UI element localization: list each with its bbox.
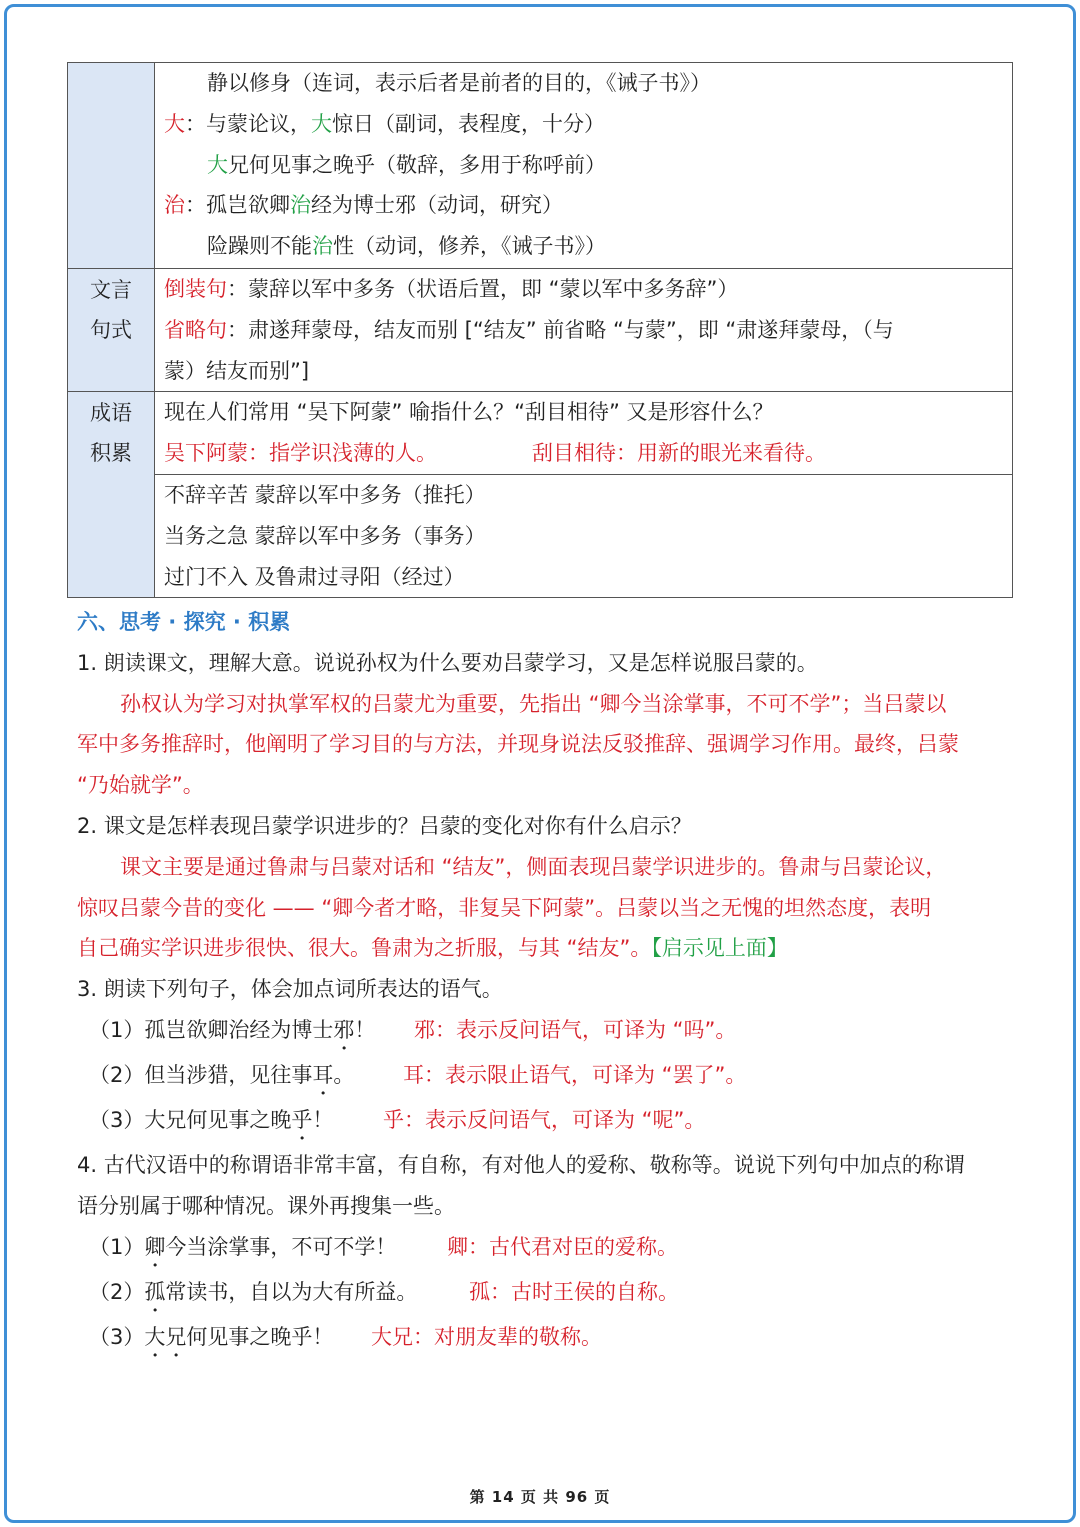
answer-1-line-2: 军中多务推辞时，他阐明了学习目的与方法，并现身说法反驳推辞、强调学习作用。最终，吕蒙 bbox=[77, 732, 959, 757]
idiom-items-cell bbox=[155, 474, 1013, 597]
item-text: 常读书，自以为大有所益。 bbox=[165, 1279, 418, 1304]
item-punct: ！ bbox=[312, 1107, 334, 1132]
item-punct: ！ bbox=[354, 1017, 376, 1042]
highlight-zhi: 治 bbox=[312, 234, 333, 259]
q4-item-3 bbox=[77, 1317, 1007, 1362]
highlight-da: 大 bbox=[207, 152, 228, 177]
inverted-text: ：蒙辞以军中多务（状语后置，即 “蒙以军中多务辞”） bbox=[227, 277, 739, 301]
q3-item-2 bbox=[77, 1055, 1007, 1100]
item-text: 何见事之晚乎！ bbox=[186, 1324, 334, 1349]
line-da-1 bbox=[164, 104, 1004, 145]
label-line-1: 成语 bbox=[90, 401, 132, 426]
row-label-sentence bbox=[68, 269, 155, 392]
words-cell bbox=[155, 63, 1013, 269]
item-punct: 。 bbox=[333, 1062, 355, 1087]
idiom-item: 不辞辛苦 蒙辞以军中多务（推托） bbox=[164, 482, 486, 507]
highlight-da: 大 bbox=[311, 111, 332, 136]
sentence-cell bbox=[155, 269, 1013, 392]
item-answer: 耳：表示限止语气，可译为 “罢了”。 bbox=[403, 1062, 747, 1087]
line-da-2 bbox=[164, 145, 1004, 186]
notes-table bbox=[67, 62, 1013, 598]
dotted-word: 大兄 bbox=[144, 1324, 187, 1349]
head-inverted: 倒装句 bbox=[164, 277, 227, 301]
item-answer: 大兄：对朋友辈的敬称。 bbox=[371, 1324, 602, 1349]
row-label-idiom bbox=[68, 392, 155, 598]
text-post: 性（动词，修养，《诫子书》） bbox=[333, 234, 606, 259]
line-ellipsis-2: 蒙）结友而别”] bbox=[164, 358, 310, 383]
question-4-line-1: 4. 古代汉语中的称谓语非常丰富，有自称，有对他人的爱称、敬称等。说说下列句中加点的称谓 bbox=[77, 1152, 965, 1177]
item-answer: 孤：古时王侯的自称。 bbox=[469, 1279, 679, 1304]
table-row-sentence bbox=[68, 269, 1013, 392]
question-2: 2. 课文是怎样表现吕蒙学识进步的？吕蒙的变化对你有什么启示？ bbox=[77, 813, 692, 838]
exercise-section bbox=[77, 602, 1007, 1362]
q4-item-1 bbox=[77, 1227, 1007, 1272]
ellipsis-text: ：肃遂拜蒙母，结友而别 [“结友” 前省略 “与蒙”，即 “肃遂拜蒙母，（与 bbox=[227, 317, 894, 342]
table-row-words bbox=[68, 63, 1013, 269]
dotted-word: 孤 bbox=[144, 1279, 166, 1304]
head-ellipsis: 省略句 bbox=[164, 317, 227, 342]
text-pre: 孤岂欲卿 bbox=[206, 193, 290, 218]
item-text: 今当涂掌事，不可不学！ bbox=[165, 1234, 397, 1259]
section-heading: 六、思考 · 探究 · 积累 bbox=[77, 610, 291, 634]
answer-2-line-2: 惊叹吕蒙今昔的变化 —— “卿今者才略，非复吴下阿蒙”。吕蒙以当之无愧的坦然态度，表明 bbox=[77, 895, 932, 920]
item-num: （2） bbox=[89, 1279, 145, 1304]
answer-1-line-1: 孙权认为学习对执掌军权的吕蒙尤为重要，先指出 “卿今当涂掌事，不可不学”；当吕蒙以 bbox=[120, 691, 947, 716]
head-da: 大 bbox=[164, 111, 185, 136]
text-post: 兄何见事之晚乎（敬辞，多用于称呼前） bbox=[228, 152, 606, 177]
item-answer: 卿：古代君对臣的爱称。 bbox=[447, 1234, 678, 1259]
question-4-line-2: 语分别属于哪种情况。课外再搜集一些。 bbox=[77, 1193, 455, 1218]
q3-item-3 bbox=[77, 1100, 1007, 1145]
line-ellipsis bbox=[164, 310, 1004, 351]
idiom-item: 当务之急 蒙辞以军中多务（事务） bbox=[164, 523, 486, 548]
idiom-item: 过门不入 及鲁肃过寻阳（经过） bbox=[164, 564, 465, 589]
answer-2-line-1: 课文主要是通过鲁肃与吕蒙对话和 “结友”，侧面表现吕蒙学识进步的。鲁肃与吕蒙论议， bbox=[120, 854, 947, 879]
dotted-word: 邪 bbox=[333, 1017, 355, 1042]
dotted-word: 耳 bbox=[312, 1062, 334, 1087]
answer-2-text: 自己确实学识进步很快、很大。鲁肃为之折服，与其 “结友”。 bbox=[77, 936, 652, 961]
dotted-word: 乎 bbox=[291, 1107, 313, 1132]
text-pre: 险躁则不能 bbox=[207, 234, 312, 259]
head-zhi: 治 bbox=[164, 193, 185, 218]
item-num: （1） bbox=[89, 1234, 145, 1259]
dotted-word: 卿 bbox=[144, 1234, 166, 1259]
q4-item-2 bbox=[77, 1272, 1007, 1317]
answer-2-line-3 bbox=[77, 928, 1007, 969]
line-inverted bbox=[164, 269, 1004, 310]
item-answer: 邪：表示反问语气，可译为 “吗”。 bbox=[414, 1017, 737, 1042]
line-jing: 静以修身（连词，表示后者是前者的目的，《诫子书》） bbox=[207, 71, 711, 95]
item-answer: 乎：表示反问语气，可译为 “呢”。 bbox=[383, 1107, 706, 1132]
row-label-empty bbox=[68, 63, 155, 269]
item-text: （3）大兄何见事之晚 bbox=[89, 1107, 292, 1132]
table-row-idiom-2 bbox=[68, 474, 1013, 597]
sep: ： bbox=[185, 111, 206, 136]
item-num: （3） bbox=[89, 1324, 145, 1349]
line-zhi-2 bbox=[164, 226, 1004, 267]
label-line-2: 句式 bbox=[90, 318, 132, 342]
text-post: 惊日（副词，表程度，十分） bbox=[332, 111, 605, 136]
label-line-1: 文言 bbox=[90, 278, 132, 302]
idiom-question-cell bbox=[155, 392, 1013, 475]
answer-2-tag: 【启示见上面】 bbox=[651, 936, 788, 961]
highlight-zhi: 治 bbox=[290, 193, 311, 218]
answer-1-line-3: “乃始就学”。 bbox=[77, 773, 204, 798]
idiom-answer-1: 吴下阿蒙：指学识浅薄的人。 bbox=[164, 441, 437, 466]
label-line-2: 积累 bbox=[90, 441, 132, 466]
table-row-idiom-1 bbox=[68, 392, 1013, 475]
item-text: （1）孤岂欲卿治经为博士 bbox=[89, 1017, 334, 1042]
question-1: 1. 朗读课文，理解大意。说说孙权为什么要劝吕蒙学习，又是怎样说服吕蒙的。 bbox=[77, 650, 818, 675]
item-text: （2）但当涉猎，见往事 bbox=[89, 1062, 313, 1087]
question-3: 3. 朗读下列句子，体会加点词所表达的语气。 bbox=[77, 977, 503, 1002]
idiom-answer-2: 刮目相待：用新的眼光来看待。 bbox=[532, 441, 826, 466]
idiom-answers bbox=[164, 433, 1004, 474]
q3-item-1 bbox=[77, 1010, 1007, 1055]
page-footer: 第 14 页 共 96 页 bbox=[469, 1488, 611, 1506]
text-post: 经为博士邪（动词，研究） bbox=[311, 193, 563, 218]
sep: ： bbox=[185, 193, 206, 218]
text-pre: 与蒙论议， bbox=[206, 111, 311, 136]
line-zhi-1 bbox=[164, 185, 1004, 226]
idiom-question: 现在人们常用 “吴下阿蒙” 喻指什么？“刮目相待” 又是形容什么？ bbox=[164, 400, 774, 425]
